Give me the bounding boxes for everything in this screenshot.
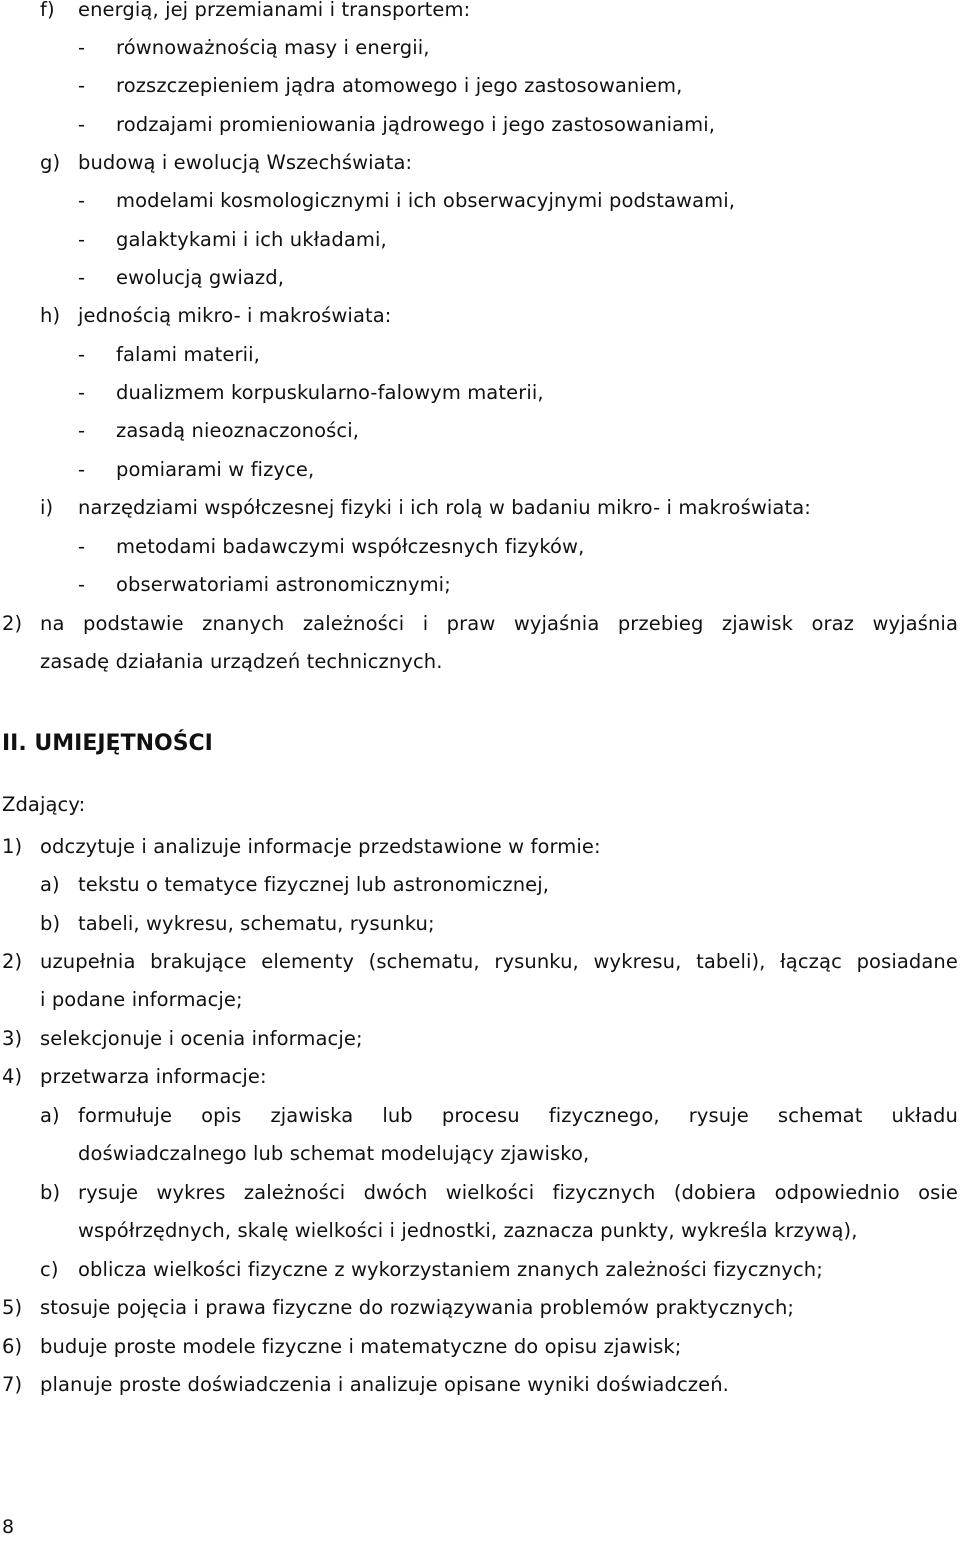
list-item-text: odczytuje i analizuje informacje przedstawione w formie: xyxy=(40,835,601,858)
list-marker: a) xyxy=(40,873,60,896)
sub-list-item-text: dualizmem korpuskularno-falowym materii, xyxy=(116,381,544,404)
sub-list-item-text: ewolucją gwiazd, xyxy=(116,266,285,289)
dash-marker: - xyxy=(78,228,86,251)
list-item-text: narzędziami współczesnej fizyki i ich rolą w badaniu mikro- i makroświata: xyxy=(78,496,811,519)
intro-text xyxy=(2,786,85,824)
list-marker: a) xyxy=(40,1104,60,1127)
sub-list-item-text: zasadą nieoznaczoności, xyxy=(116,419,360,442)
list-marker: b) xyxy=(40,1181,61,1204)
list-marker: f) xyxy=(40,0,55,21)
list-item-text: stosuje pojęcia i prawa fizyczne do rozwiązywania problemów praktycznych; xyxy=(40,1296,795,1319)
page-number: 8 xyxy=(2,1516,15,1538)
sub-list-item-text: metodami badawczymi współczesnych fizyków, xyxy=(116,535,585,558)
list-marker: 2) xyxy=(2,612,23,635)
list-marker: 3) xyxy=(2,1027,23,1050)
list-item-text: planuje proste doświadczenia i analizuje opisane wyniki doświadczeń. xyxy=(40,1373,729,1396)
list-item-text: selekcjonuje i ocenia informacje; xyxy=(40,1027,363,1050)
list-marker: b) xyxy=(40,912,61,935)
list-item-text: uzupełnia brakujące elementy (schematu, rysunku, wykresu, tabeli), łącząc posiadane xyxy=(40,950,958,973)
list-marker: 4) xyxy=(2,1065,23,1088)
sub-list-item-text: oblicza wielkości fizyczne z wykorzystaniem znanych zależności fizycznych; xyxy=(78,1258,823,1281)
list-marker: 2) xyxy=(2,950,23,973)
section-heading: II. UMIEJĘTNOŚCI xyxy=(2,731,213,756)
list-marker: c) xyxy=(40,1258,59,1281)
sub-list-item-text: rozszczepieniem jądra atomowego i jego zastosowaniem, xyxy=(116,74,683,97)
list-marker: 7) xyxy=(2,1373,23,1396)
list-item-continuation xyxy=(40,643,443,681)
sub-list-item-text: doświadczalnego lub schemat modelujący zjawisko, xyxy=(78,1142,590,1165)
sub-list-item-text: modelami kosmologicznymi i ich obserwacyjnymi podstawami, xyxy=(116,189,736,212)
sub-list-item-text: współrzędnych, skalę wielkości i jednostki, zaznacza punkty, wykreśla krzywą), xyxy=(78,1219,858,1242)
intro-label: Zdający: xyxy=(2,793,86,816)
dash-marker: - xyxy=(78,573,86,596)
list-item-continuation xyxy=(40,981,243,1019)
dash-marker: - xyxy=(78,266,86,289)
list-item-text: przetwarza informacje: xyxy=(40,1065,267,1088)
sub-list-item-text: pomiarami w fizyce, xyxy=(116,458,315,481)
list-marker: h) xyxy=(40,304,61,327)
dash-marker: - xyxy=(78,343,86,366)
list-item-continuation xyxy=(78,1212,858,1250)
sub-list-item-text: galaktykami i ich układami, xyxy=(116,228,387,251)
sub-list-item-text: obserwatoriami astronomicznymi; xyxy=(116,573,451,596)
sub-list-item-text: formułuje opis zjawiska lub procesu fizycznego, rysuje schemat układu xyxy=(78,1104,958,1127)
list-item-text: energią, jej przemianami i transportem: xyxy=(78,0,471,21)
list-marker: i) xyxy=(40,496,54,519)
dash-marker: - xyxy=(78,113,86,136)
sub-list-item-text: rysuje wykres zależności dwóch wielkości fizycznych (dobiera odpowiednio osie xyxy=(78,1181,958,1204)
dash-marker: - xyxy=(78,189,86,212)
sub-list-item-text: rodzajami promieniowania jądrowego i jego zastosowaniami, xyxy=(116,113,716,136)
list-item-text: buduje proste modele fizyczne i matematyczne do opisu zjawisk; xyxy=(40,1335,682,1358)
list-item-continuation xyxy=(78,1135,589,1173)
list-item-text: zasadę działania urządzeń technicznych. xyxy=(40,650,443,673)
sub-list-item-text: tekstu o tematyce fizycznej lub astronomicznej, xyxy=(78,873,550,896)
sub-list-item-text: równoważnością masy i energii, xyxy=(116,36,430,59)
dash-marker: - xyxy=(78,381,86,404)
list-marker: 5) xyxy=(2,1296,23,1319)
dash-marker: - xyxy=(78,419,86,442)
dash-marker: - xyxy=(78,458,86,481)
dash-marker: - xyxy=(78,74,86,97)
dash-marker: - xyxy=(78,36,86,59)
sub-list-item-text: tabeli, wykresu, schematu, rysunku; xyxy=(78,912,435,935)
dash-marker: - xyxy=(78,535,86,558)
list-item-text: na podstawie znanych zależności i praw wyjaśnia przebieg zjawisk oraz wyjaśnia xyxy=(40,612,958,635)
list-marker: g) xyxy=(40,151,61,174)
list-marker: 1) xyxy=(2,835,23,858)
list-item-text: budową i ewolucją Wszechświata: xyxy=(78,151,413,174)
list-item-text: i podane informacje; xyxy=(40,988,243,1011)
list-marker: 6) xyxy=(2,1335,23,1358)
sub-list-item-text: falami materii, xyxy=(116,343,260,366)
list-item-text: jednością mikro- i makroświata: xyxy=(78,304,392,327)
